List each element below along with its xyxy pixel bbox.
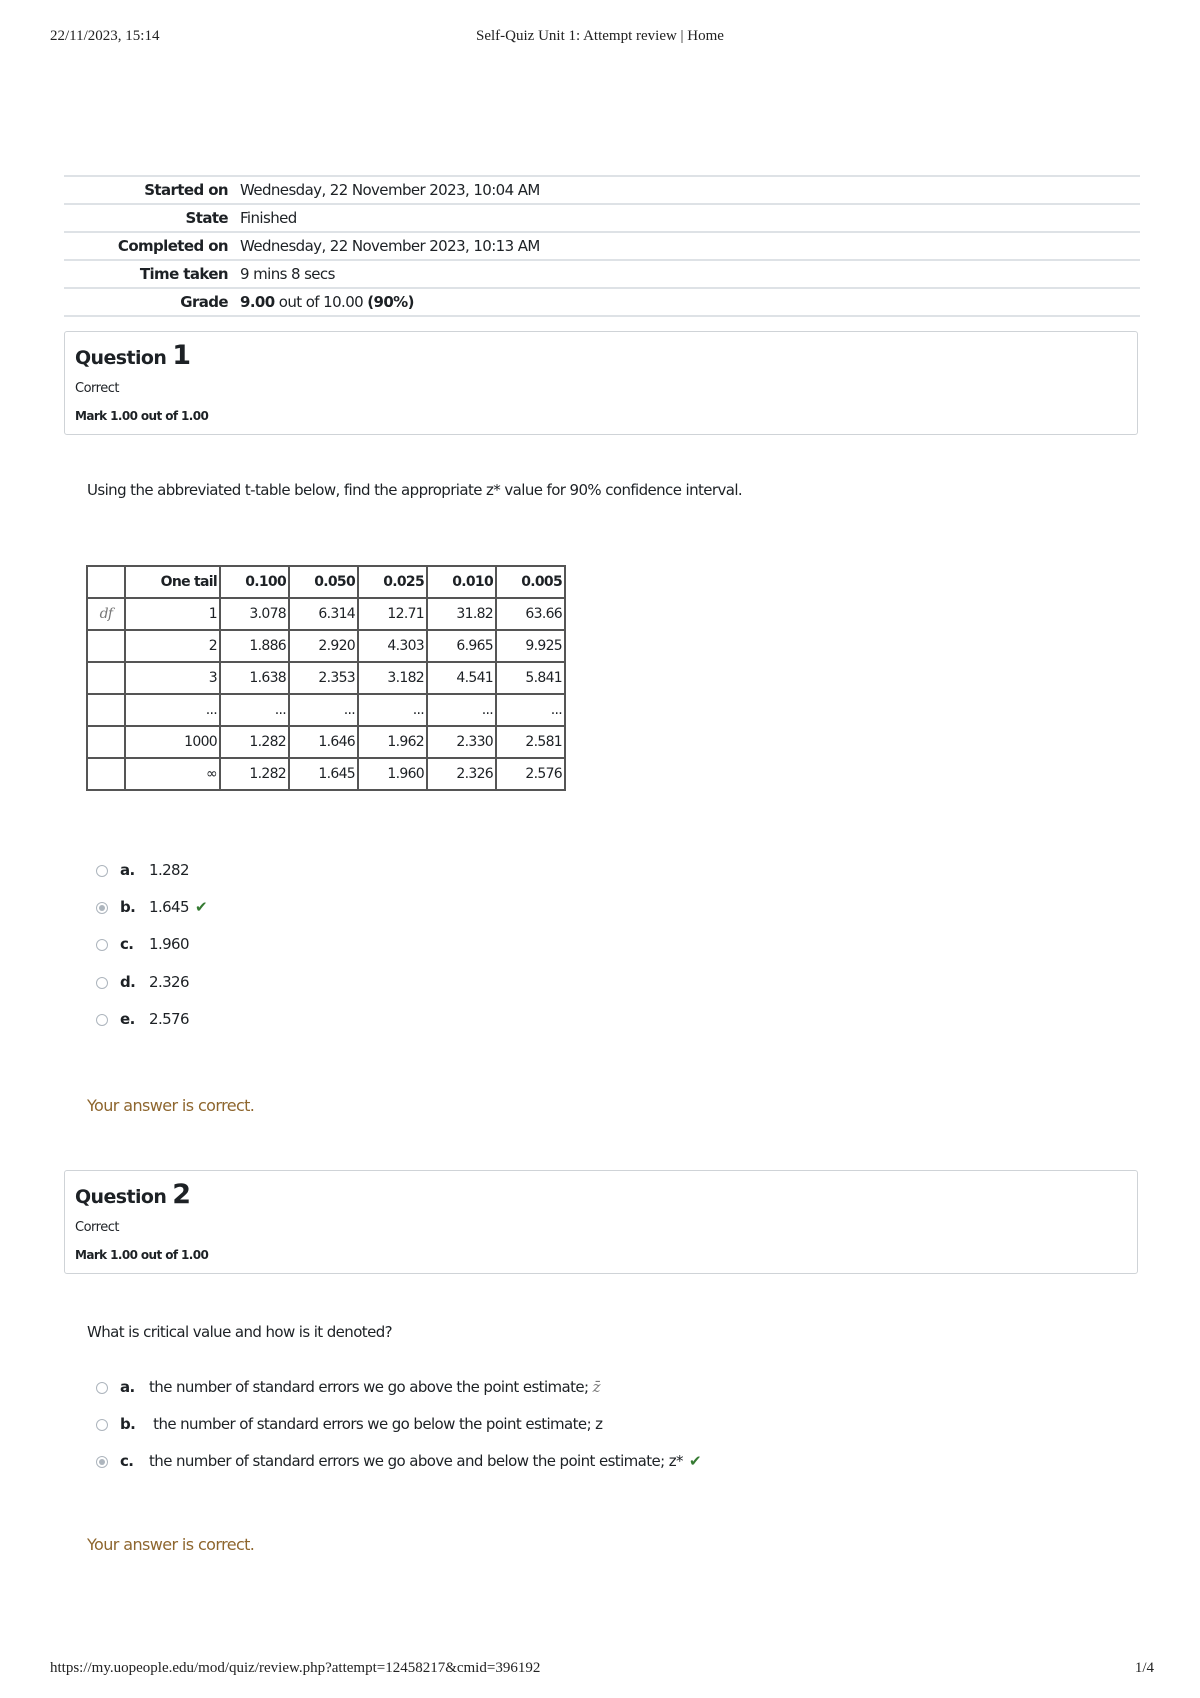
option-letter: b. — [120, 898, 136, 916]
t-table-row — [87, 694, 565, 726]
option-letter: c. — [120, 1452, 134, 1470]
question-2-heading — [75, 1179, 190, 1210]
question-1-heading — [75, 340, 190, 371]
print-page-title: Self-Quiz Unit 1: Attempt review | Home — [476, 28, 724, 44]
radio-button-selected[interactable] — [96, 1456, 108, 1468]
t-table-cell — [87, 694, 125, 726]
summary-row-completed — [64, 232, 1140, 260]
t-table-cell: ... — [496, 694, 565, 726]
question-1-grade: Mark 1.00 out of 1.00 — [75, 409, 209, 423]
t-table-row — [87, 662, 565, 694]
t-table-cell: 1.962 — [358, 726, 427, 758]
option-text-wrap — [149, 1378, 600, 1396]
question-number: 2 — [172, 1179, 191, 1210]
option-letter: b. — [120, 1415, 136, 1433]
option-text: the number of standard errors we go below the point estimate; z — [149, 1415, 603, 1433]
print-footer — [0, 1660, 1200, 1684]
option-text: 1.282 — [149, 861, 189, 879]
option-math: z̄ — [592, 1378, 600, 1396]
summary-row-time-taken — [64, 260, 1140, 288]
summary-value: 9 mins 8 secs — [234, 260, 1140, 288]
t-table-cell — [87, 630, 125, 662]
t-table-cell: ∞ — [125, 758, 220, 790]
t-table-cell: 6.314 — [289, 598, 358, 630]
t-table-cell: ... — [427, 694, 496, 726]
t-table-cell: 9.925 — [496, 630, 565, 662]
radio-button[interactable] — [96, 1382, 108, 1394]
check-icon: ✔ — [688, 1452, 701, 1470]
option-letter: d. — [120, 973, 136, 991]
t-table-cell: 31.82 — [427, 598, 496, 630]
grade-percent: (90%) — [367, 293, 414, 311]
t-table-cell: 1.282 — [220, 726, 289, 758]
t-table-cell: 1000 — [125, 726, 220, 758]
check-icon: ✔ — [194, 898, 207, 916]
t-table-cell: One tail — [125, 566, 220, 598]
summary-label: State — [64, 204, 234, 232]
option-text: 2.326 — [149, 973, 189, 991]
summary-label: Started on — [64, 176, 234, 204]
option-letter: e. — [120, 1010, 135, 1028]
option-text-wrap — [149, 1452, 701, 1470]
t-table-cell: 6.965 — [427, 630, 496, 662]
t-table-row — [87, 758, 565, 790]
t-table-cell: 2.581 — [496, 726, 565, 758]
t-table-cell: 3.182 — [358, 662, 427, 694]
question-1-state: Correct — [75, 381, 119, 396]
question-prefix: Question — [75, 347, 173, 369]
t-table-cell: 2.920 — [289, 630, 358, 662]
t-table-cell: ... — [358, 694, 427, 726]
option-text: 1.960 — [149, 935, 189, 953]
t-table-cell: 0.005 — [496, 566, 565, 598]
question-prefix: Question — [75, 1186, 173, 1208]
t-table-cell: 1.960 — [358, 758, 427, 790]
t-table-cell: 4.541 — [427, 662, 496, 694]
question-2-info — [64, 1170, 1138, 1274]
option-letter: a. — [120, 1378, 135, 1396]
summary-label: Time taken — [64, 260, 234, 288]
question-1-feedback: Your answer is correct. — [87, 1096, 255, 1115]
t-table-cell: 12.71 — [358, 598, 427, 630]
t-table-row — [87, 726, 565, 758]
t-table-cell: 1.645 — [289, 758, 358, 790]
t-table-cell: ... — [220, 694, 289, 726]
print-header — [0, 28, 1200, 52]
t-table-cell: 2.576 — [496, 758, 565, 790]
t-table-cell: 1.646 — [289, 726, 358, 758]
summary-label: Completed on — [64, 232, 234, 260]
t-table-cell: ... — [289, 694, 358, 726]
t-table-cell: 0.100 — [220, 566, 289, 598]
summary-row-state — [64, 204, 1140, 232]
summary-value — [234, 288, 1140, 316]
option-text: the number of standard errors we go above the point estimate; — [149, 1378, 593, 1396]
question-2-text: What is critical value and how is it denoted? — [87, 1323, 392, 1341]
option-letter: c. — [120, 935, 134, 953]
t-table-cell: 0.025 — [358, 566, 427, 598]
option-text: 2.576 — [149, 1010, 189, 1028]
t-table-cell: 2.330 — [427, 726, 496, 758]
t-table-cell: 1.638 — [220, 662, 289, 694]
radio-button[interactable] — [96, 939, 108, 951]
t-table-cell — [87, 758, 125, 790]
grade-out-of: out of 10.00 — [274, 293, 368, 311]
t-table-cell: 2 — [125, 630, 220, 662]
t-table-cell: 0.050 — [289, 566, 358, 598]
t-table-cell — [87, 726, 125, 758]
summary-label: Grade — [64, 288, 234, 316]
option-text-wrap — [149, 898, 207, 916]
t-table-cell: 1 — [125, 598, 220, 630]
option-text: the number of standard errors we go above and below the point estimate; z* — [149, 1452, 683, 1470]
summary-value: Finished — [234, 204, 1140, 232]
radio-button[interactable] — [96, 865, 108, 877]
grade-score: 9.00 — [240, 293, 275, 311]
print-page-number: 1/4 — [1134, 1660, 1154, 1676]
t-table-cell: 0.010 — [427, 566, 496, 598]
radio-button[interactable] — [96, 1014, 108, 1026]
t-table-cell: 2.353 — [289, 662, 358, 694]
t-table-cell: 5.841 — [496, 662, 565, 694]
question-2-grade: Mark 1.00 out of 1.00 — [75, 1248, 209, 1262]
summary-value: Wednesday, 22 November 2023, 10:04 AM — [234, 176, 1140, 204]
summary-row-started — [64, 176, 1140, 204]
t-table-cell: ... — [125, 694, 220, 726]
summary-value: Wednesday, 22 November 2023, 10:13 AM — [234, 232, 1140, 260]
radio-button[interactable] — [96, 1419, 108, 1431]
question-number: 1 — [172, 340, 191, 371]
t-table-row — [87, 598, 565, 630]
summary-row-grade — [64, 288, 1140, 316]
radio-button[interactable] — [96, 977, 108, 989]
print-datetime: 22/11/2023, 15:14 — [50, 28, 160, 44]
t-table-cell: 1.282 — [220, 758, 289, 790]
t-table-cell: 3.078 — [220, 598, 289, 630]
t-table-cell: df — [87, 598, 125, 630]
attempt-summary-table — [64, 175, 1140, 317]
option-text: 1.645 — [149, 898, 189, 916]
question-2-state: Correct — [75, 1220, 119, 1235]
t-table-cell: 63.66 — [496, 598, 565, 630]
t-table-header-row — [87, 566, 565, 598]
t-table-cell: 3 — [125, 662, 220, 694]
t-table-row — [87, 630, 565, 662]
print-url: https://my.uopeople.edu/mod/quiz/review.php?attempt=12458217&cmid=396192 — [50, 1660, 541, 1676]
t-table — [86, 565, 566, 791]
option-letter: a. — [120, 861, 135, 879]
t-table-cell: 1.886 — [220, 630, 289, 662]
t-table-cell: 2.326 — [427, 758, 496, 790]
t-table-cell — [87, 662, 125, 694]
question-1-text: Using the abbreviated t-table below, find the appropriate z* value for 90% confidence interval. — [87, 481, 743, 499]
t-table-cell: 4.303 — [358, 630, 427, 662]
radio-button-selected[interactable] — [96, 902, 108, 914]
t-table-cell — [87, 566, 125, 598]
question-2-feedback: Your answer is correct. — [87, 1535, 255, 1554]
question-1-info — [64, 331, 1138, 435]
